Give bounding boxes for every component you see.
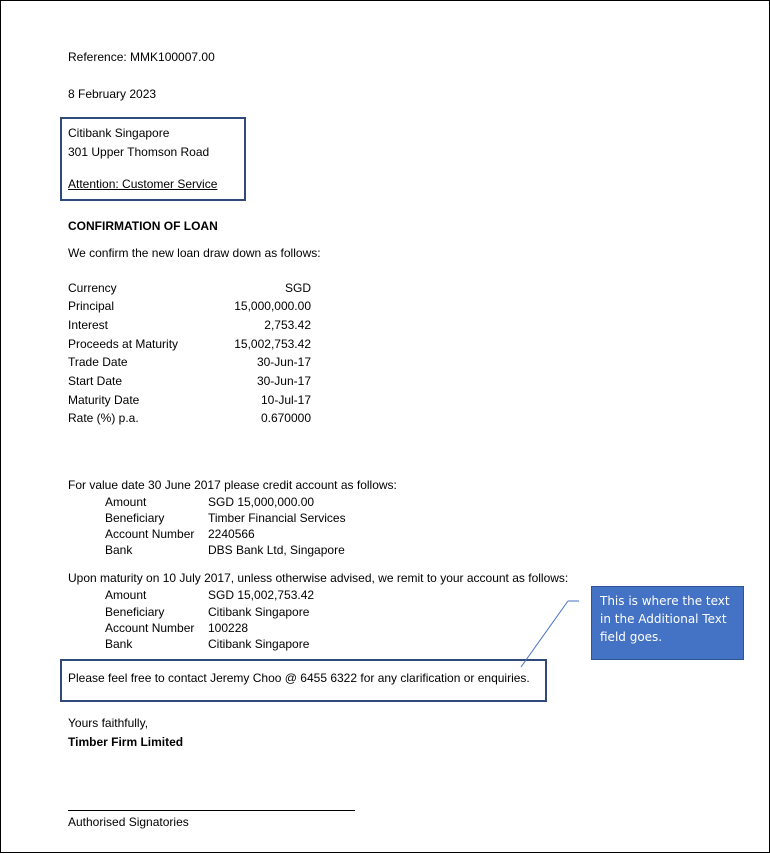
letter-intro: We confirm the new loan draw down as follows: [68,246,321,260]
credit-value-account: 2240566 [208,527,255,541]
credit-label-account: Account Number [105,527,195,541]
loan-value-currency: SGD [284,281,311,295]
credit-intro: For value date 30 June 2017 please credit account as follows: [68,478,397,492]
loan-value-principal: 15,000,000.00 [234,299,311,313]
loan-value-interest: 2,753.42 [264,318,311,332]
signature-line [68,810,355,811]
maturity-label-bank: Bank [105,637,133,651]
letter-heading: CONFIRMATION OF LOAN [68,219,218,233]
callout-note: This is where the text in the Additional Text field goes. [591,586,744,660]
loan-label-currency: Currency [68,281,117,295]
maturity-intro: Upon maturity on 10 July 2017, unless otherwise advised, we remit to your account as follows: [68,571,569,585]
credit-value-bank: DBS Bank Ltd, Singapore [208,543,345,557]
loan-value-trade-date: 30-Jun-17 [256,355,311,369]
contact-text: Please feel free to contact Jeremy Choo @ 6455 6322 for any clarification or enquiries. [68,671,530,685]
attention-line: Attention: Customer Service [68,177,218,191]
maturity-label-beneficiary: Beneficiary [105,605,165,619]
loan-label-trade-date: Trade Date [68,355,128,369]
credit-label-amount: Amount [105,495,147,509]
loan-label-principal: Principal [68,299,115,313]
maturity-value-account: 100228 [208,621,249,635]
loan-value-rate: 0.670000 [260,411,311,425]
maturity-value-beneficiary: Citibank Singapore [208,605,310,619]
address-line-2: 301 Upper Thomson Road [68,145,210,159]
letter-date: 8 February 2023 [68,87,157,101]
maturity-value-bank: Citibank Singapore [208,637,310,651]
credit-label-bank: Bank [105,543,133,557]
loan-value-start-date: 30-Jun-17 [256,374,311,388]
company-name: Timber Firm Limited [68,735,184,749]
credit-label-beneficiary: Beneficiary [105,511,165,525]
loan-label-rate: Rate (%) p.a. [68,411,139,425]
maturity-value-amount: SGD 15,002,753.42 [208,588,315,602]
loan-label-start-date: Start Date [68,374,123,388]
signatories-label: Authorised Signatories [68,815,189,829]
reference-line: Reference: MMK100007.00 [68,50,215,64]
loan-label-proceeds: Proceeds at Maturity [68,337,179,351]
address-line-1: Citibank Singapore [68,126,170,140]
credit-value-amount: SGD 15,000,000.00 [208,495,315,509]
maturity-label-account: Account Number [105,621,195,635]
loan-value-maturity-date: 10-Jul-17 [260,393,311,407]
closing-line: Yours faithfully, [68,716,149,730]
maturity-label-amount: Amount [105,588,147,602]
loan-label-interest: Interest [68,318,109,332]
loan-label-maturity-date: Maturity Date [68,393,140,407]
loan-value-proceeds: 15,002,753.42 [234,337,311,351]
credit-value-beneficiary: Timber Financial Services [208,511,346,525]
